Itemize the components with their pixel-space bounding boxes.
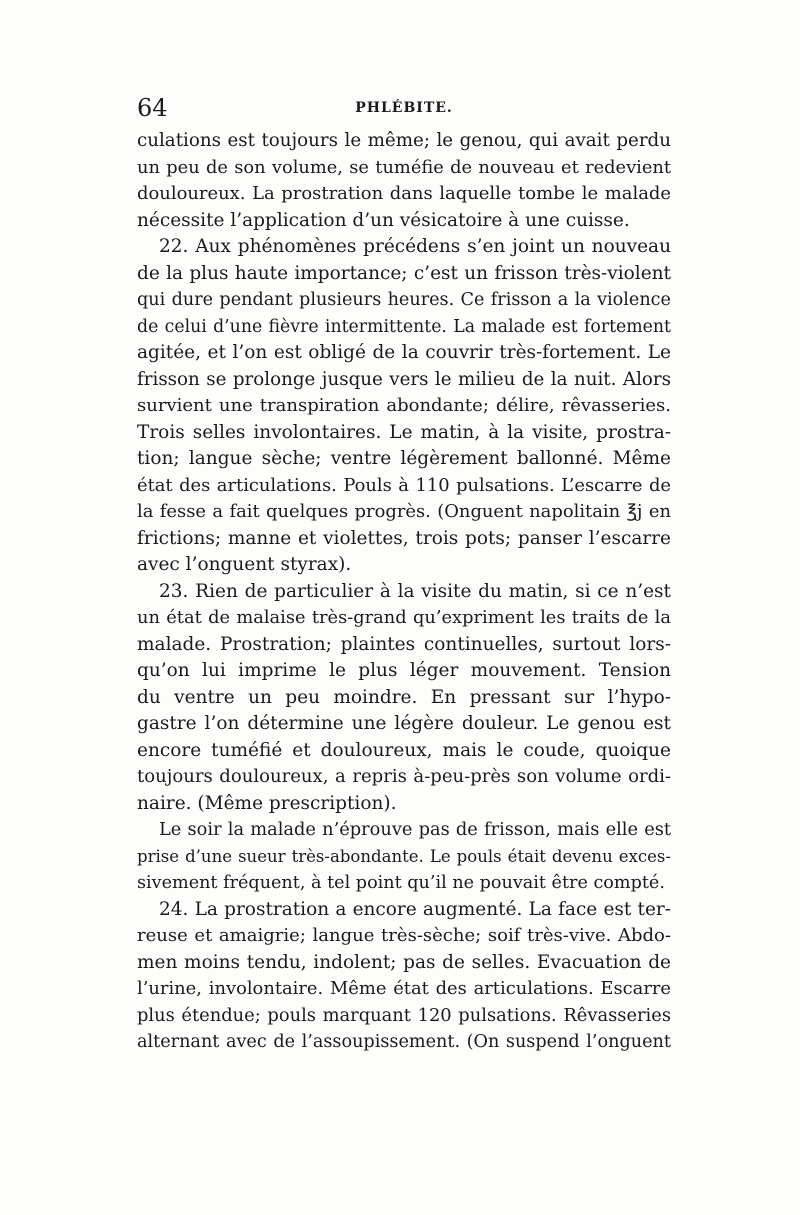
page-number: 64 xyxy=(137,94,168,122)
text-line: Trois selles involontaires. Le matin, à la visite, prostra- xyxy=(137,421,671,443)
text-line: naire. (Même prescription). xyxy=(137,792,397,814)
text-line: avec l’onguent styrax). xyxy=(137,554,352,575)
page-header xyxy=(137,92,671,124)
text-line: culations est toujours le même; le genou, qui avait perdu xyxy=(137,130,671,151)
text-line: toujours douloureux, a repris à-peu-près son volume ordi- xyxy=(137,766,671,787)
text-line: survient une transpiration abondante; délire, rêvasseries. xyxy=(137,395,671,416)
body-text xyxy=(137,128,671,1056)
text-line: encore tuméfié et douloureux, mais le coude, quoique xyxy=(137,739,671,761)
text-line: douloureux. La prostration dans laquelle tombe le malade xyxy=(137,183,671,204)
text-line: alternant avec de l’assoupissement. (On suspend l’onguent xyxy=(137,1032,671,1052)
text-line: Le soir la malade n’éprouve pas de frisson, mais elle est xyxy=(159,819,671,840)
text-line: nécessite l’application d’un vésicatoire à une cuisse. xyxy=(137,209,630,231)
text-line: frisson se prolonge jusque vers le milieu de la nuit. Alors xyxy=(137,368,671,390)
text-line: de la plus haute importance; c’est un frisson très-violent xyxy=(137,262,671,284)
text-line: malade. Prostration; plaintes continuelles, surtout lors- xyxy=(137,633,671,655)
text-line: un peu de son volume, se tuméfie de nouveau et redevient xyxy=(137,156,671,178)
running-title: PHLÉBITE. xyxy=(355,100,453,116)
text-line: reuse et amaigrie; langue très-sèche; soif très-vive. Abdo- xyxy=(137,925,671,946)
text-line: prise d’une sueur très-abondante. Le pouls était devenu exces- xyxy=(137,846,671,866)
text-line: men moins tendu, indolent; pas de selles. Evacuation de xyxy=(137,951,671,973)
text-line: qui dure pendant plusieurs heures. Ce frisson a la violence xyxy=(137,290,671,310)
text-line: frictions; manne et violettes, trois pots; panser l’escarre xyxy=(137,527,671,549)
text-line: du ventre un peu moindre. En pressant sur l’hypo- xyxy=(137,686,671,708)
text-line: état des articulations. Pouls à 110 pulsations. L’escarre de xyxy=(137,474,671,496)
text-line: 23. Rien de particulier à la visite du matin, si ce n’est xyxy=(159,580,671,602)
text-line: de celui d’une fièvre intermittente. La malade est fortement xyxy=(137,316,671,337)
text-line: 24. La prostration a encore augmenté. La face est ter- xyxy=(159,898,671,920)
text-line: plus étendue; pouls marquant 120 pulsations. Rêvasseries xyxy=(137,1004,671,1026)
text-line: un état de malaise très-grand qu’expriment les traits de la xyxy=(137,607,671,628)
text-line: gastre l’on détermine une légère douleur. Le genou est xyxy=(137,713,671,734)
text-line: agitée, et l’on est obligé de la couvrir très-fortement. Le xyxy=(137,342,671,363)
text-line: sivement fréquent, à tel point qu’il ne pouvait être compté. xyxy=(137,873,665,893)
text-line: tion; langue sèche; ventre légèrement ballonné. Même xyxy=(137,448,671,469)
text-line: la fesse a fait quelques progrès. (Onguent napolitain ℥j en xyxy=(137,501,671,522)
text-line: qu’on lui imprime le plus léger mouvement. Tension xyxy=(137,660,671,681)
text-line: l’urine, involontaire. Même état des articulations. Escarre xyxy=(137,978,671,999)
text-line: 22. Aux phénomènes précédens s’en joint un nouveau xyxy=(159,236,671,257)
